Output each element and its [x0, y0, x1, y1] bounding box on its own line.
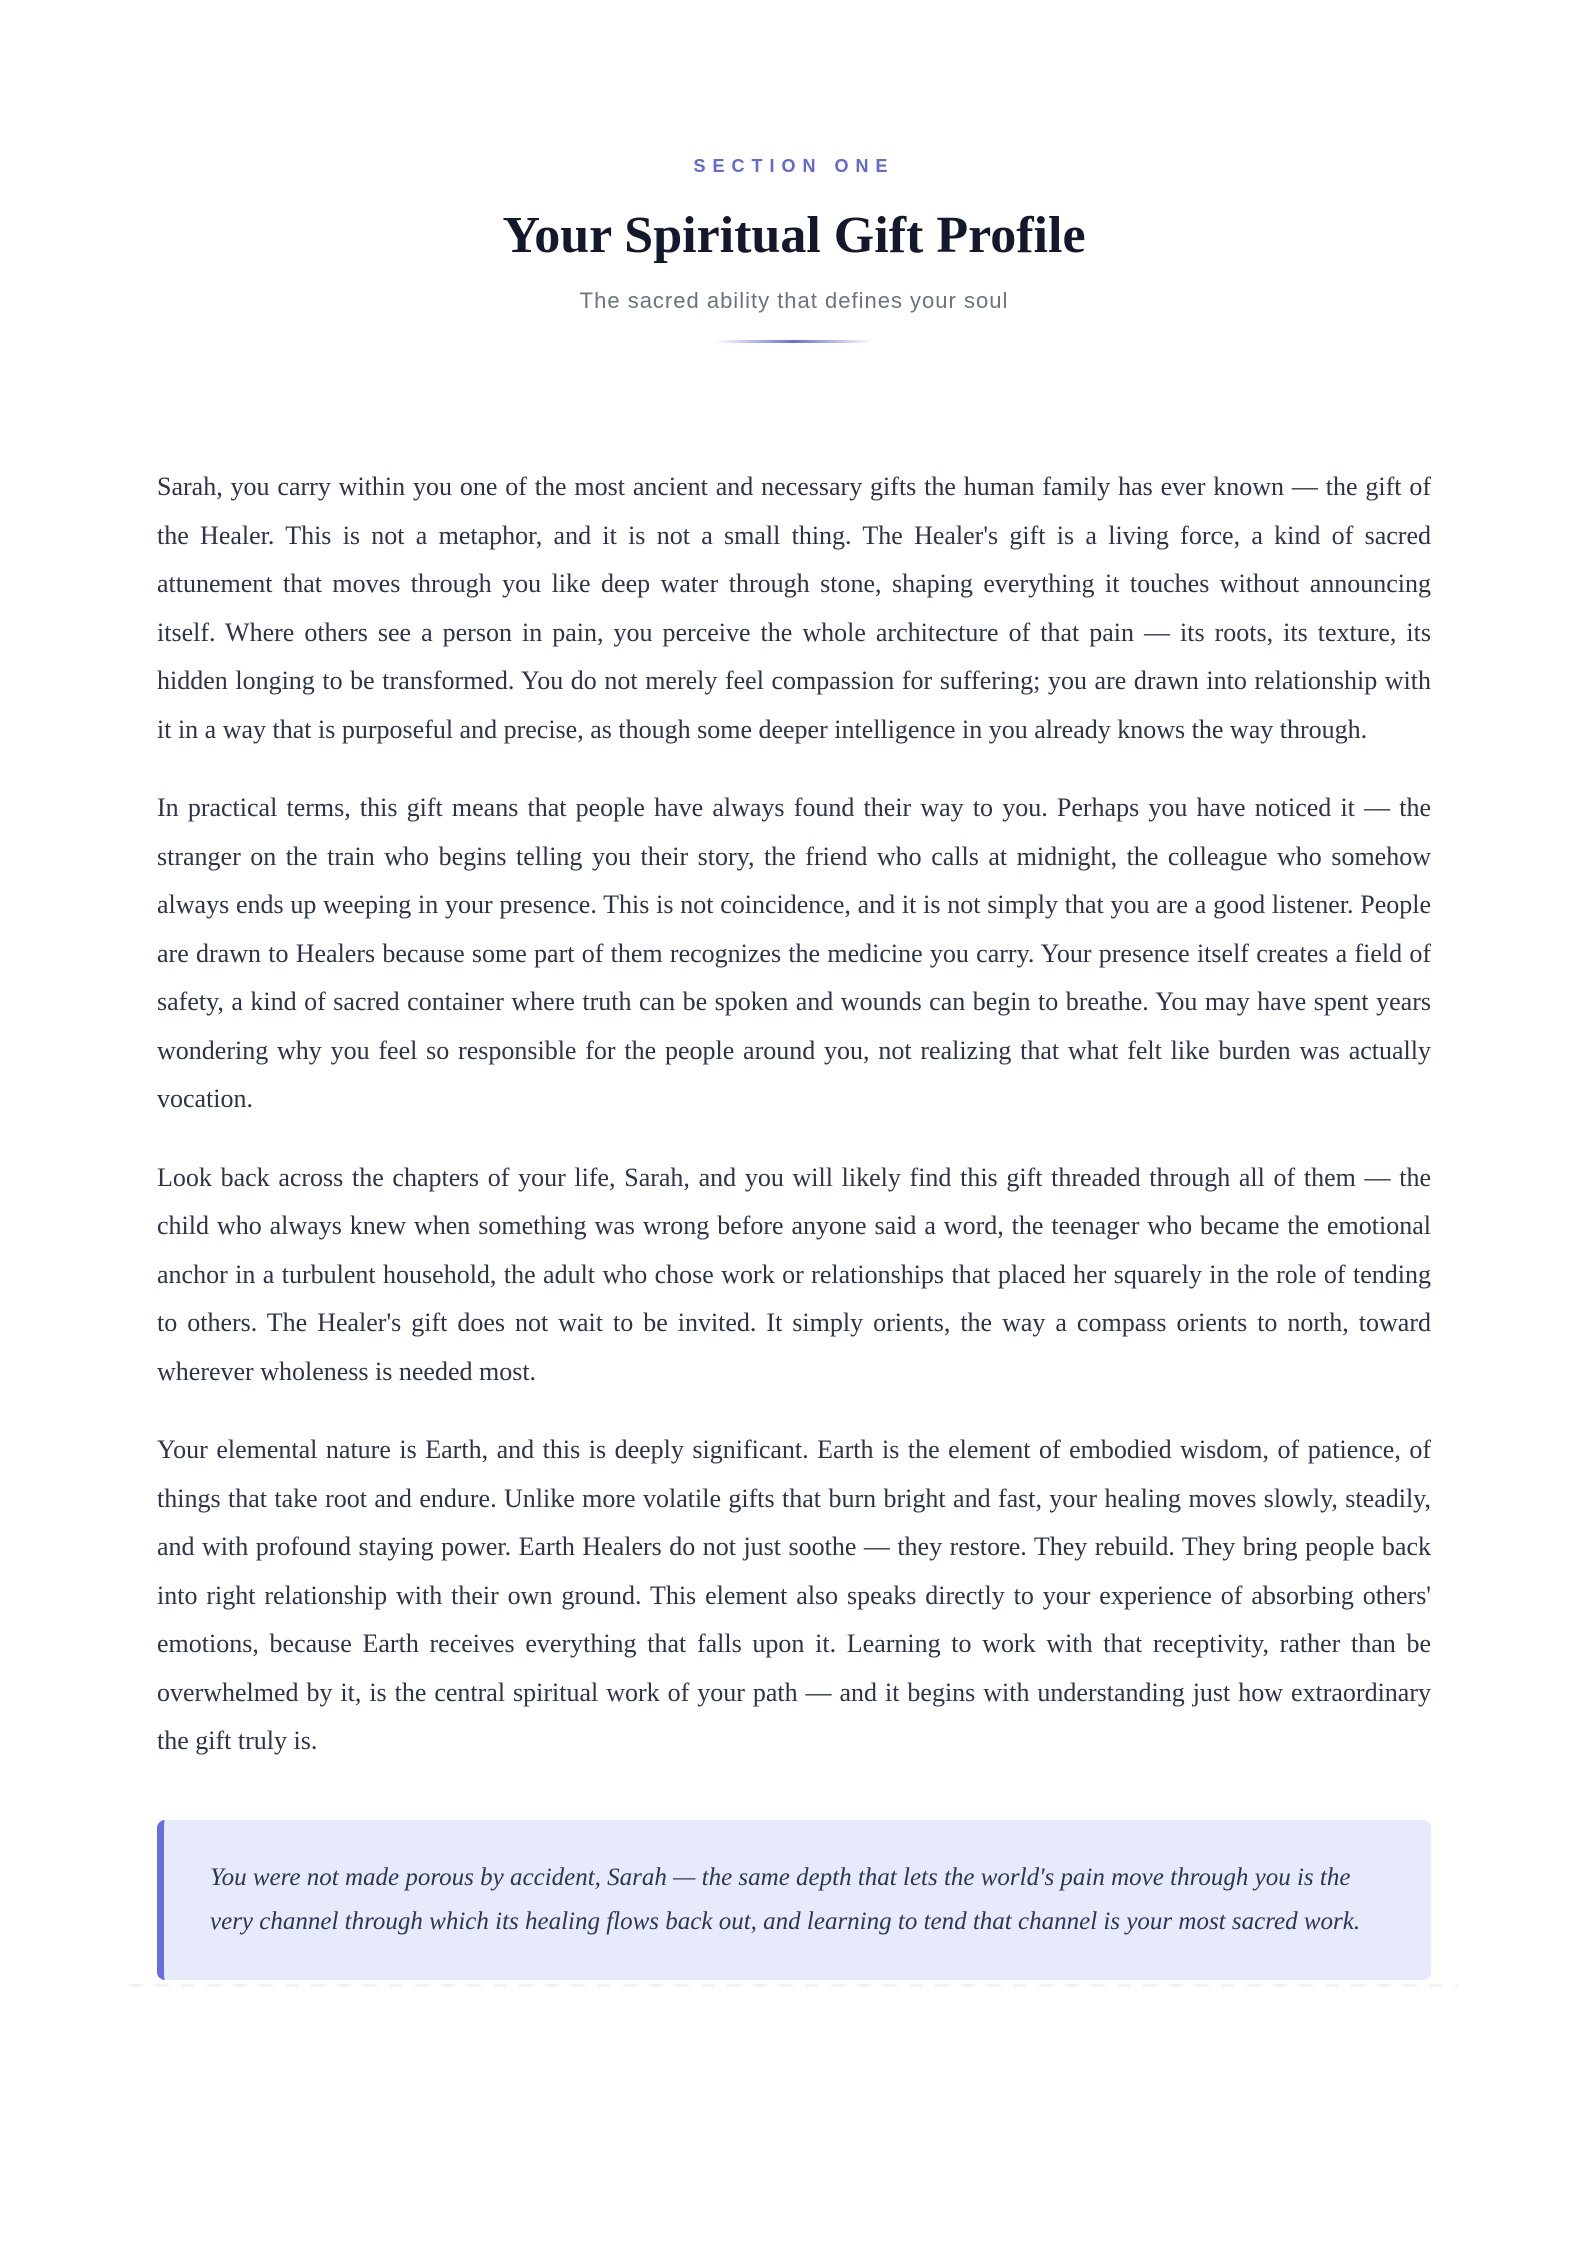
body-paragraph: Sarah, you carry within you one of the most ancient and necessary gifts the human family has ever known — the gift of the Healer. This is not a metaphor, and it is not a small thing. The Healer's gift is a living force, a kind of sacred attunement that moves through you like deep water through stone, shaping everything it touches without announcing itself. Where others see a person in pain, you perceive the whole architecture of that pain — its roots, its texture, its hidden longing to be transformed. You do not merely feel compassion for suffering; you are drawn into relationship with it in a way that is purposeful and precise, as though some deeper intelligence in you already knows the way through.	[157, 472, 1431, 744]
header-divider	[715, 340, 873, 343]
page-subtitle: The sacred ability that defines your soul	[579, 288, 1009, 314]
section-kicker: SECTION ONE	[693, 156, 895, 176]
page-title: Your Spiritual Gift Profile	[502, 207, 1086, 264]
body-text	[157, 463, 1431, 1766]
body-paragraph: In practical terms, this gift means that people have always found their way to you. Perhaps you have noticed it — the stranger on the train who begins telling you their story, the friend who calls at midnight, the colleague who somehow always ends up weeping in your presence. This is not coincidence, and it is not simply that you are a good listener. People are drawn to Healers because some part of them recognizes the medicine you carry. Your presence itself creates a field of safety, a kind of sacred container where truth can be spoken and wounds can begin to breathe. You may have spent years wondering why you feel so responsible for the people around you, not realizing that what felt like burden was actually vocation.	[157, 793, 1431, 1114]
pull-quote	[157, 1820, 1431, 1980]
pull-quote-text: You were not made porous by accident, Sarah — the same depth that lets the world's pain move through you is the very channel through which its healing flows back out, and learning to tend that channel is your most sacred work.	[210, 1863, 1361, 1935]
body-paragraph: Look back across the chapters of your life, Sarah, and you will likely find this gift threaded through all of them — the child who always knew when something was wrong before anyone said a word, the teenager who became the emotional anchor in a turbulent household, the adult who chose work or relationships that placed her squarely in the role of tending to others. The Healer's gift does not wait to be invited. It simply orients, the way a compass orients to north, toward wherever wholeness is needed most.	[157, 1162, 1431, 1386]
section-header	[0, 156, 1588, 343]
body-paragraph: Your elemental nature is Earth, and this is deeply significant. Earth is the element of embodied wisdom, of patience, of things that take root and endure. Unlike more volatile gifts that burn bright and fast, your healing moves slowly, steadily, and with profound staying power. Earth Healers do not just soothe — they restore. They rebuild. They bring people back into right relationship with their own ground. This element also speaks directly to your experience of absorbing others' emotions, because Earth receives everything that falls upon it. Learning to work with that receptivity, rather than be overwhelmed by it, is the central spiritual work of your path — and it begins with understanding just how extraordinary the gift truly is.	[157, 1435, 1431, 1756]
page-bottom-edge	[129, 1984, 1459, 1987]
